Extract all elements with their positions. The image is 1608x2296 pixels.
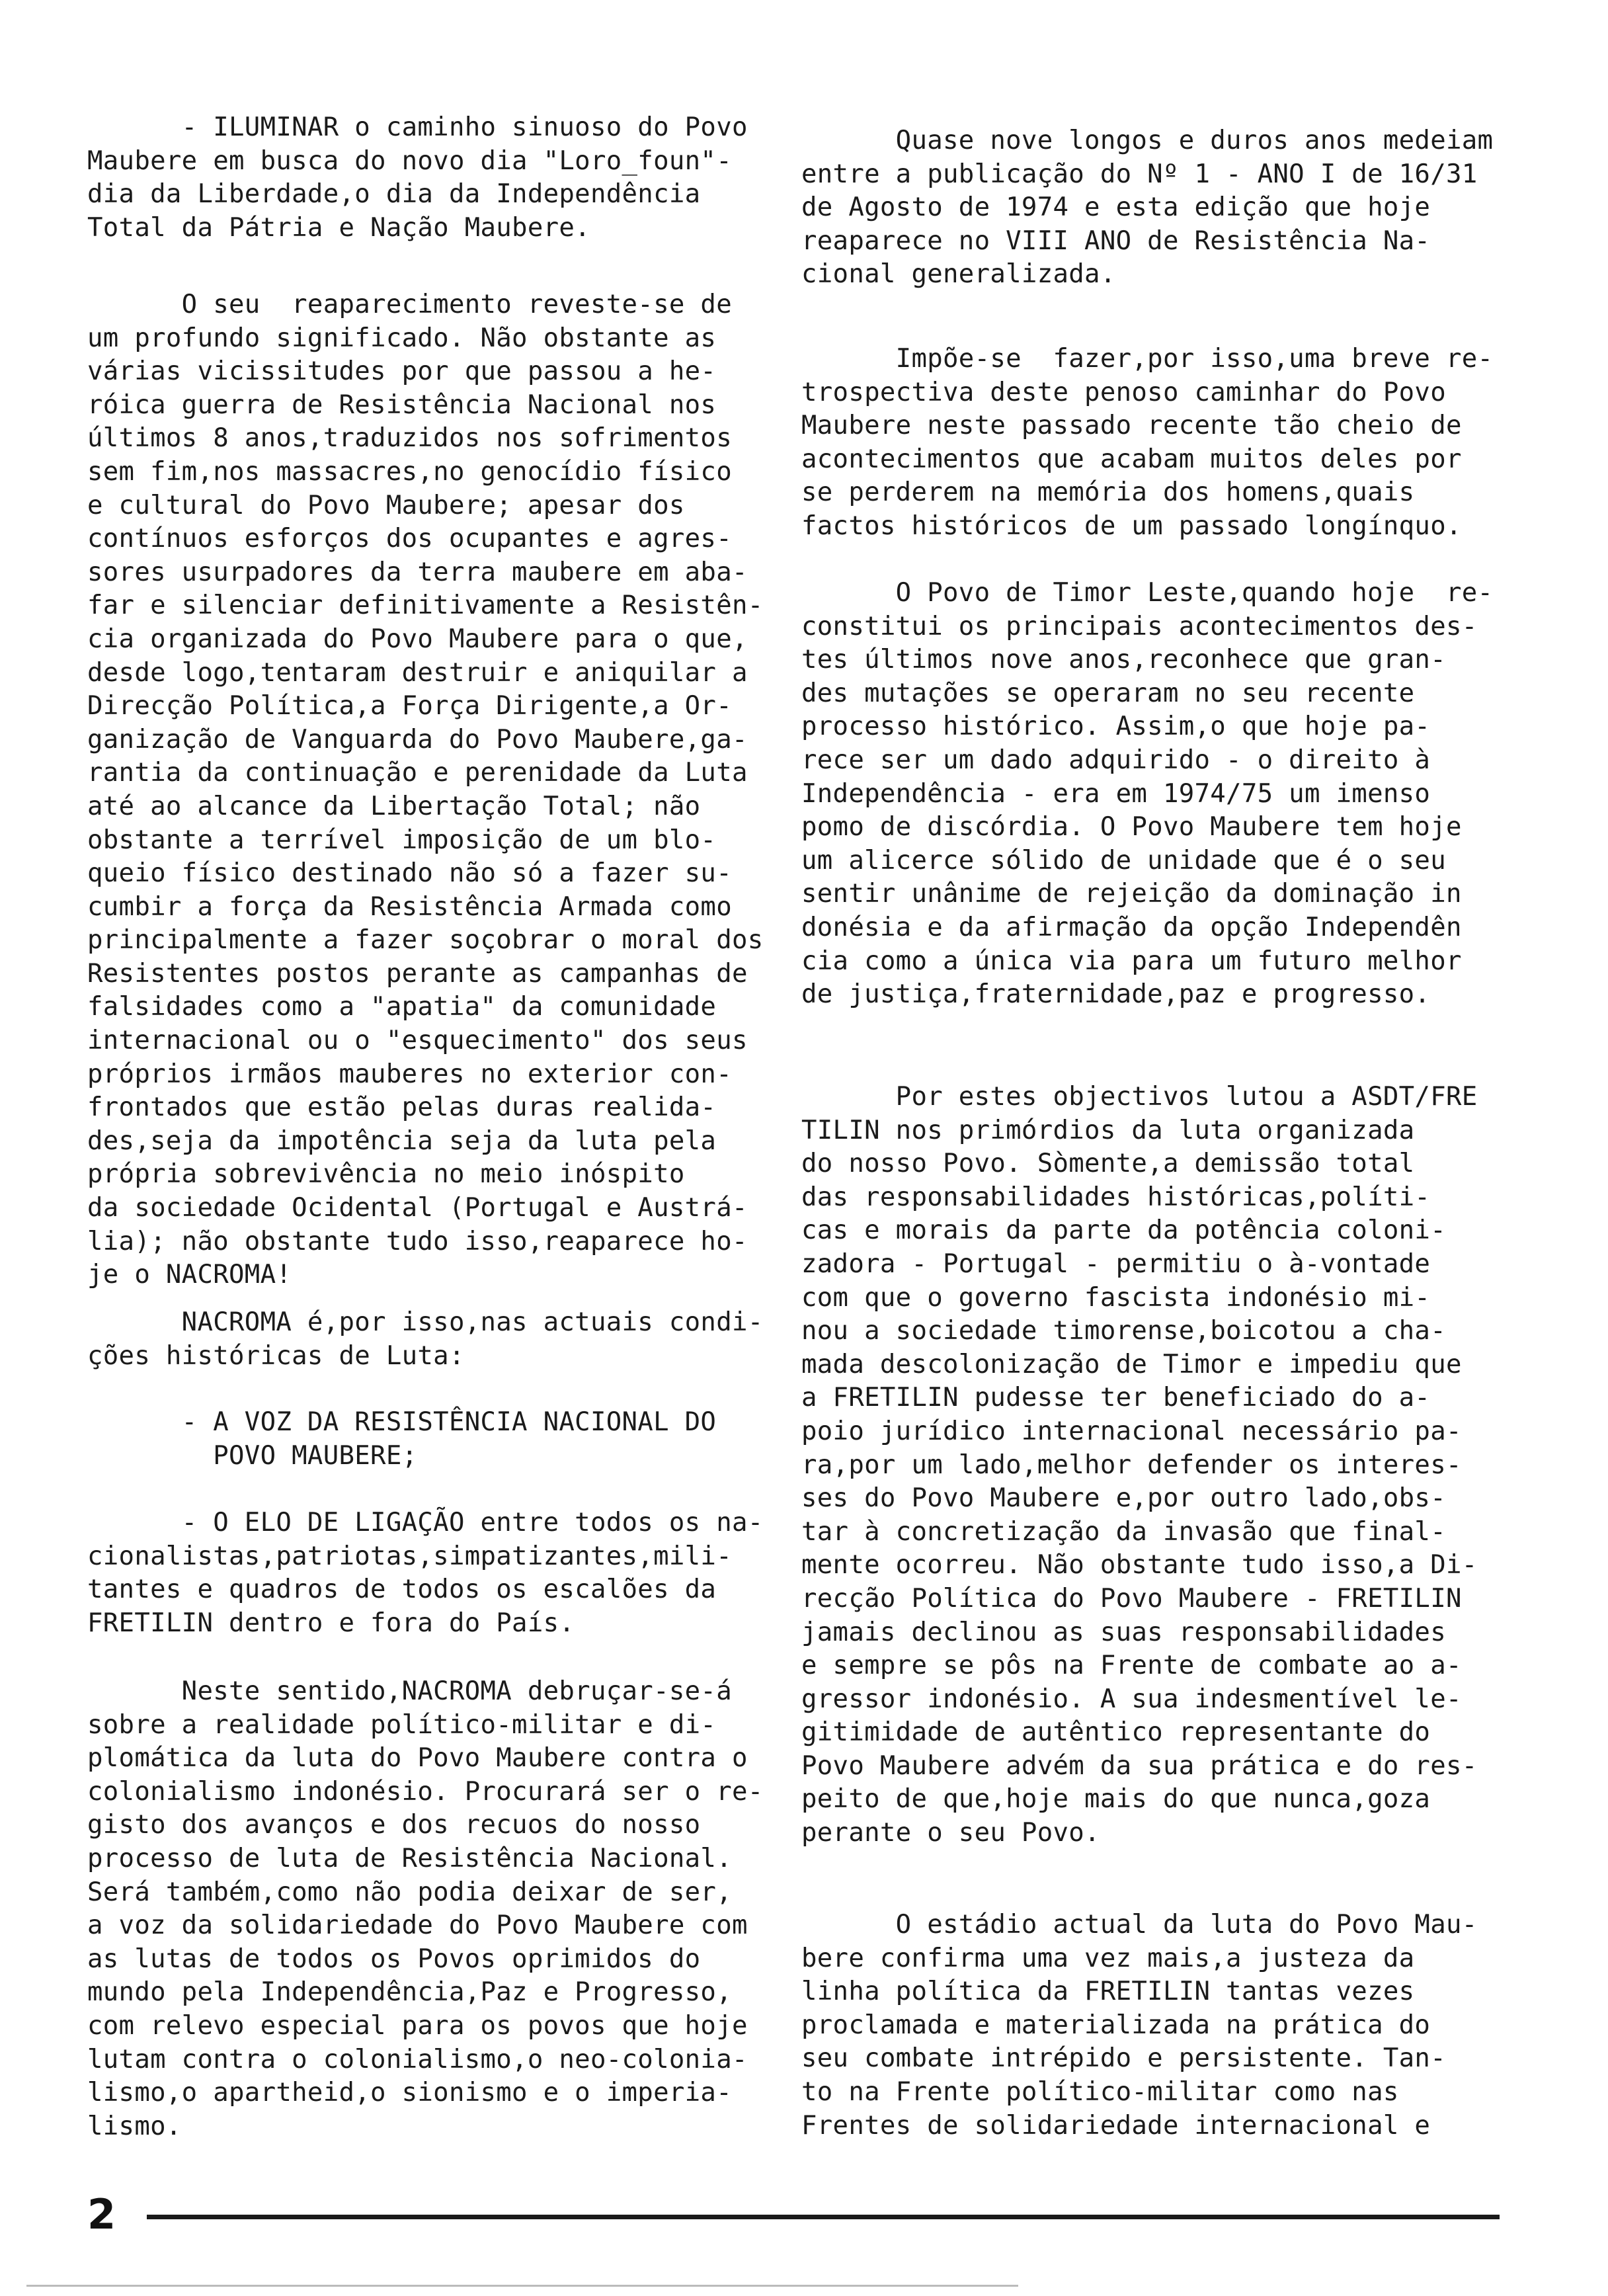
paragraph-reaparecimento: O seu reaparecimento reveste-se de um profundo significado. Não obstante as várias vicissitudes por que passou a he- róica guerra de Resistência Nacional nos últimos 8 anos,traduzidos nos sofrimentos sem fim,nos massacres,no genocídio físico e cultural do Povo Maubere; apesar dos contínuos esforços dos ocupantes e agres- sores usurpadores da terra maubere em aba- far e silenciar definitivamente a Resistên- cia organizada do Povo Maubere para o que, desde logo,tentaram destruir e aniquilar a Direcção Política,a Força Dirigente,a Or- ganização de Vanguarda do Povo Maubere,ga- rantia da continuação e perenidade da Luta até ao alcance da Libertação Total; não obstante a terrível imposição de um blo- queio físico destinado não só a fazer su- cumbir a força da Resistência Armada como principalmente a fazer soçobrar o moral dos Resistentes postos perante as campanhas de falsidades como a "apatia" da comunidade internacional ou o "esquecimento" dos seus próprios irmãos mauberes no exterior con- frontados que estão pelas duras realida- des,seja da impotência seja da luta pela própria sobrevivência no meio inóspito da sociedade Ocidental (Portugal e Austrá- lia); não obstante tudo isso,reaparece ho- je o NACROMA! <box>87 290 764 1290</box>
paragraph-neste-sentido: Neste sentido,NACROMA debruçar-se-á sobre a realidade político-militar e di- plomática da luta do Povo Maubere contra o colonialismo indonésio. Procurará ser o re- gisto dos avanços e dos recuos do nosso processo de luta de Resistência Nacional. Será também,como não podia deixar de ser, a voz da solidariedade do Povo Maubere com as lutas de todos os Povos oprimidos do mundo pela Independência,Paz e Progresso, com relevo especial para os povos que hoje lutam contra o colonialismo,o neo-colonia- lismo,o apartheid,o sionismo e o imperia- lismo. <box>87 1676 764 2141</box>
scan-edge-line <box>26 2285 1018 2287</box>
paragraph-asdt-fretilin: Por estes objectivos lutou a ASDT/FRE TILIN nos primórdios da luta organizada do nosso Povo. Sòmente,a demissão total das responsabilidades históricas,políti- cas e morais da parte da potência coloni- zadora - Portugal - permitiu o à-vontade com que o governo fascista indonésio mi- nou a sociedade timorense,boicotou a cha- mada descolonização de Timor e impediu que a FRETILIN pudesse ter beneficiado do a- poio jurídico internacional necessário pa- ra,por um lado,melhor defender os interes- ses do Povo Maubere e,por outro lado,obs- tar à concretização da invasão que final- mente ocorreu. Não obstante tudo isso,a Di- recção Política do Povo Maubere - FRETILIN jamais declinou as suas responsabilidades e sempre se pôs na Frente de combate ao a- gressor indonésio. A sua indesmentível le- gitimidade de autêntico representante do Povo Maubere advém da sua prática e do res- peito de que,hoje mais do que nunca,goza perante o seu Povo. <box>801 1082 1478 1848</box>
paragraph-iluminar: - ILUMINAR o caminho sinuoso do Povo Maubere em busca do novo dia "Loro_foun"- dia da Liberdade,o dia da Independência Total da Pátria e Nação Maubere. <box>87 112 748 243</box>
paragraph-quase-nove: Quase nove longos e duros anos medeiam entre a publicação do Nº 1 - ANO I de 16/31 de Agosto de 1974 e esta edição que hoje reaparece no VIII ANO de Resistência Na- cional generalizada. <box>801 126 1494 290</box>
paragraph-elo-ligacao: - O ELO DE LIGAÇÃO entre todos os na- cionalistas,patriotas,simpatizantes,mili- tantes e quadros de todos os escalões da FRETILIN dentro e fora do País. <box>87 1508 764 1638</box>
paragraph-retrospectiva: Impõe-se fazer,por isso,uma breve re- trospectiva deste penoso caminhar do Povo Maubere neste passado recente tão cheio de acontecimentos que acabam muitos deles por se perderem na memória dos homens,quais factos históricos de um passado longínquo. <box>801 344 1494 541</box>
paragraph-voz-resistencia: - A VOZ DA RESISTÊNCIA NACIONAL DO POVO MAUBERE; <box>181 1407 717 1471</box>
page-number: 2 <box>87 2190 116 2238</box>
paragraph-nacroma-role: NACROMA é,por isso,nas actuais condi- ções históricas de Luta: <box>87 1307 764 1371</box>
paragraph-timor-leste: O Povo de Timor Leste,quando hoje re- constitui os principais acontecimentos des- tes últimos nove anos,reconhece que gran- des mutações se operaram no seu recente processo histórico. Assim,o que hoje pa- rece ser um dado adquirido - o direito à Independência - era em 1974/75 um imenso pomo de discórdia. O Povo Maubere tem hoje um alicerce sólido de unidade que é o seu sentir unânime de rejeição da dominação in donésia e da afirmação da opção Independên cia como a única via para um futuro melhor de justiça,fraternidade,paz e progresso. <box>801 578 1494 1010</box>
footer-rule <box>147 2215 1500 2219</box>
paragraph-estadio-actual: O estádio actual da luta do Povo Mau- bere confirma uma vez mais,a justeza da linha política da FRETILIN tantas vezes proclamada e materializada na prática do seu combate intrépido e persistente. Tan- to na Frente político-militar como nas Frentes de solidariedade internacional e <box>801 1910 1478 2141</box>
